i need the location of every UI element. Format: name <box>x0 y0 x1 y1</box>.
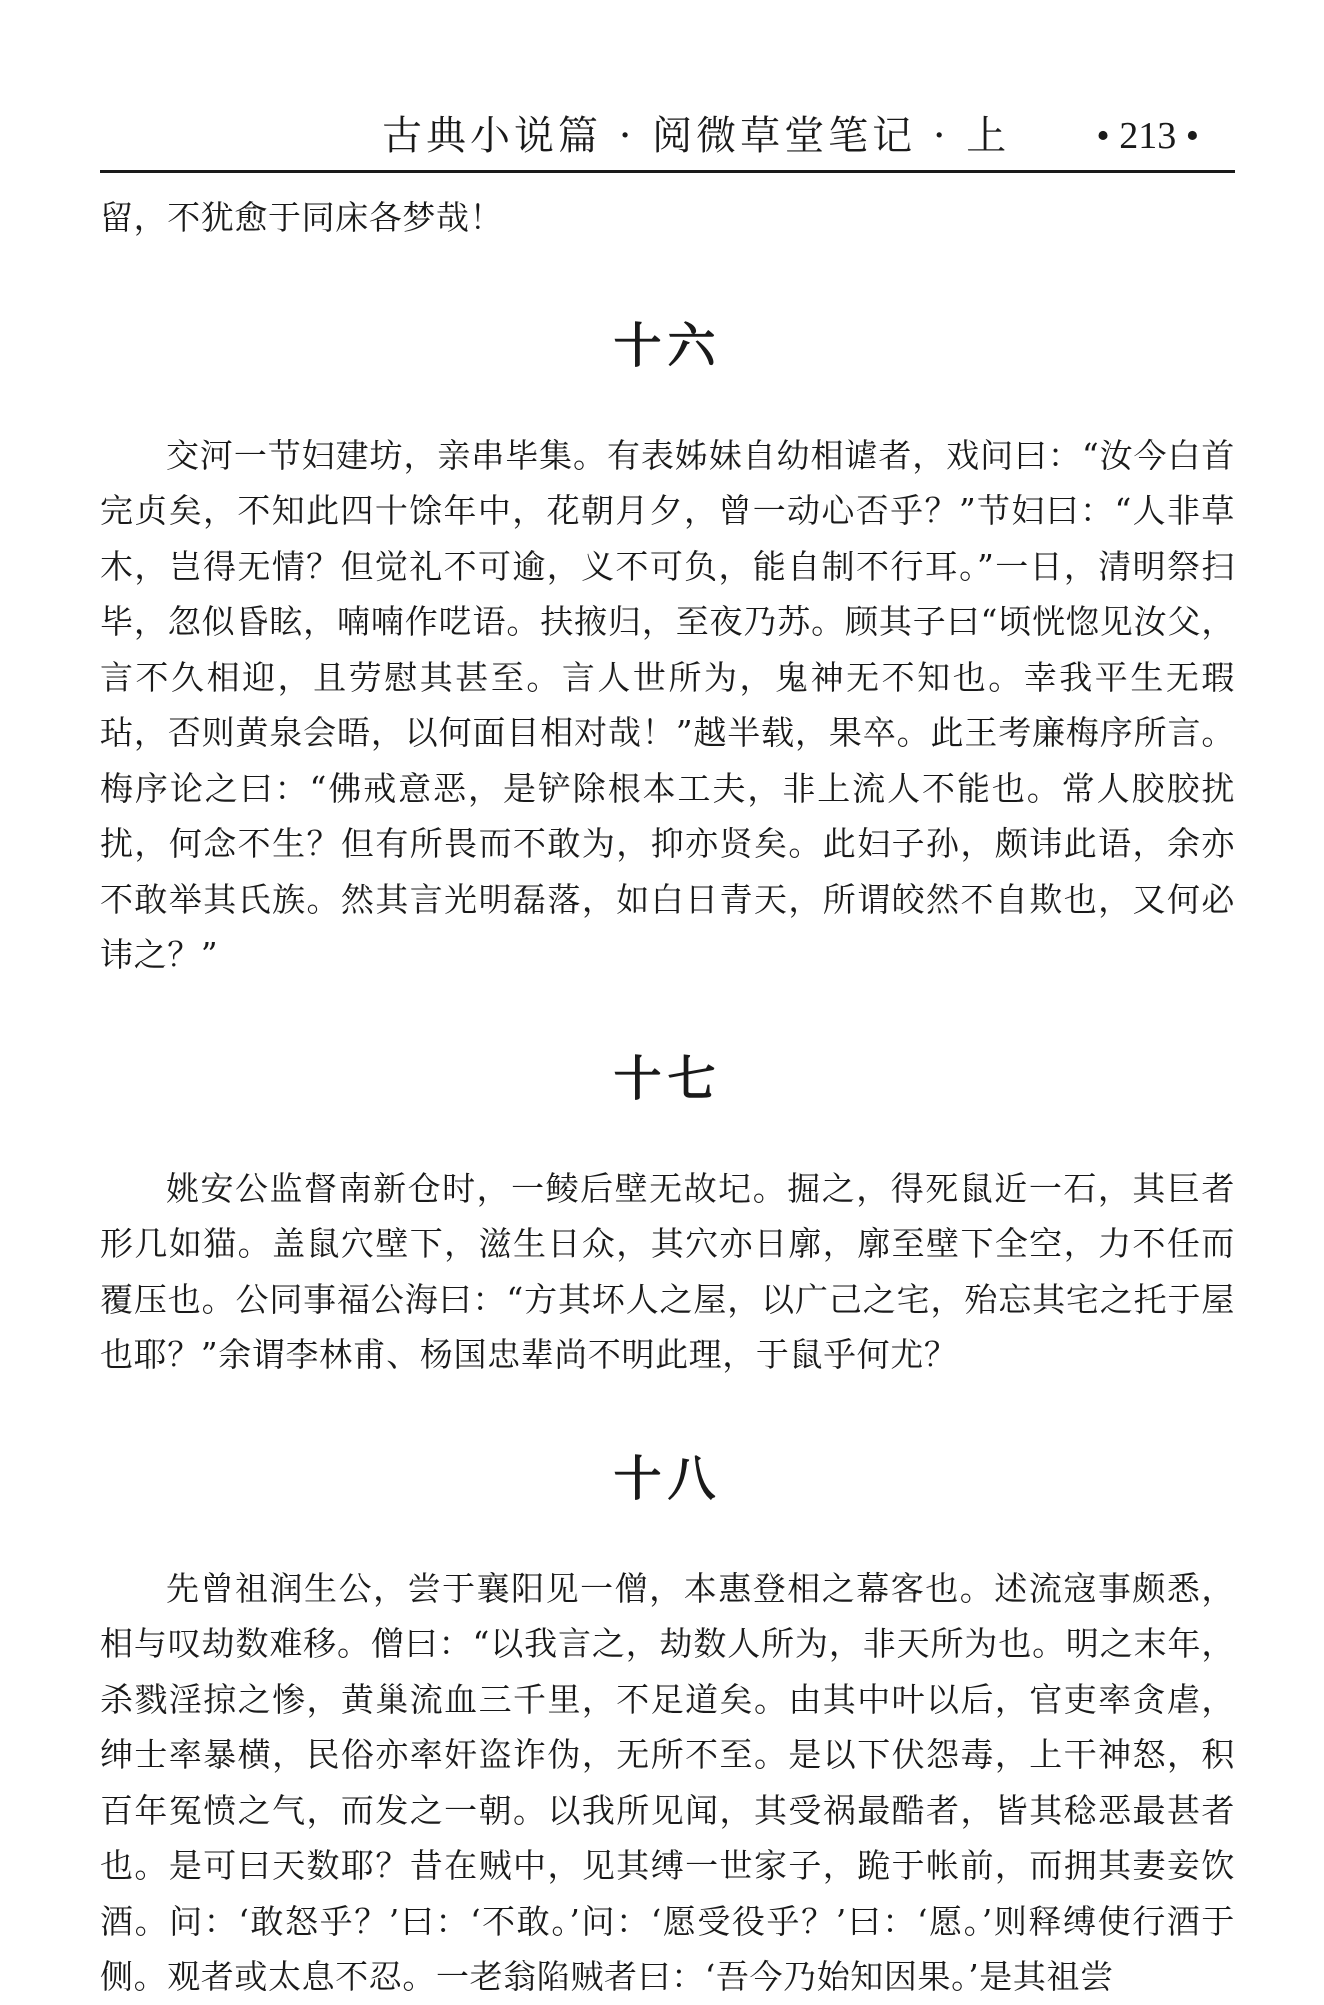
section-16-paragraph: 交河一节妇建坊，亲串毕集。有表姊妹自幼相谑者，戏问曰：“汝今白首完贞矣，不知此四十馀年中，花朝月夕，曾一动心否乎？”节妇曰：“人非草木，岂得无情？但觉礼不可逾，义不可负，能自制不行耳。”一日，清明祭扫毕，忽似昏眩，喃喃作呓语。扶掖归，至夜乃苏。顾其子曰“顷恍惚见汝父，言不久相迎，且劳慰其甚至。言人世所为，鬼神无不知也。幸我平生无瑕玷，否则黄泉会晤，以何面目相对哉！”越半载，果卒。此王考廉梅序所言。梅序论之曰：“佛戒意恶，是铲除根本工夫，非上流人不能也。常人胶胶扰扰，何念不生？但有所畏而不敢为，抑亦贤矣。此妇子孙，颇讳此语，余亦不敢举其氏族。然其言光明磊落，如白日青天，所谓皎然不自欺也，又何必讳之？” <box>100 435 1235 974</box>
page-number: • 213 • <box>1096 115 1199 157</box>
section-17-paragraph: 姚安公监督南新仓时，一鲮后壁无故圮。掘之，得死鼠近一石，其巨者形几如猫。盖鼠穴壁下，滋生日众，其穴亦日廓，廓至壁下全空，力不任而覆压也。公同事福公海曰：“方其坏人之屋，以广己之宅，殆忘其宅之托于屋也耶？”余谓李林甫、杨国忠辈尚不明此理，于鼠乎何尤？ <box>100 1168 1235 1374</box>
running-header <box>100 108 1235 168</box>
running-header-title: 古典小说篇 · 阅微草堂笔记 · 上 <box>382 113 1011 159</box>
header-rule <box>100 170 1235 173</box>
section-title-17: 十七 <box>613 1050 722 1107</box>
page-body <box>100 190 1235 2005</box>
section-title-16: 十六 <box>613 317 722 374</box>
section-title-18: 十八 <box>613 1450 722 1507</box>
continued-paragraph: 留，不犹愈于同床各梦哉！ <box>100 198 504 237</box>
section-18-paragraph: 先曾祖润生公，尝于襄阳见一僧，本惠登相之幕客也。述流寇事颇悉，相与叹劫数难移。僧曰：“以我言之，劫数人所为，非天所为也。明之末年，杀戮淫掠之惨，黄巢流血三千里，不足道矣。由其中叶以后，官吏率贪虐，绅士率暴横，民俗亦率奸盗诈伪，无所不至。是以下伏怨毒，上干神怒，积百年冤愤之气，而发之一朝。以我所见闻，其受祸最酷者，皆其稔恶最甚者也。是可曰天数耶？昔在贼中，见其缚一世家子，跪于帐前，而拥其妻妾饮酒。问：‘敢怒乎？’曰：‘不敢。’问：‘愿受役乎？’曰：‘愿。’则释缚使行酒于侧。观者或太息不忍。一老翁陷贼者曰：‘吾今乃始知因果。’是其祖尝 <box>100 1568 1235 1996</box>
